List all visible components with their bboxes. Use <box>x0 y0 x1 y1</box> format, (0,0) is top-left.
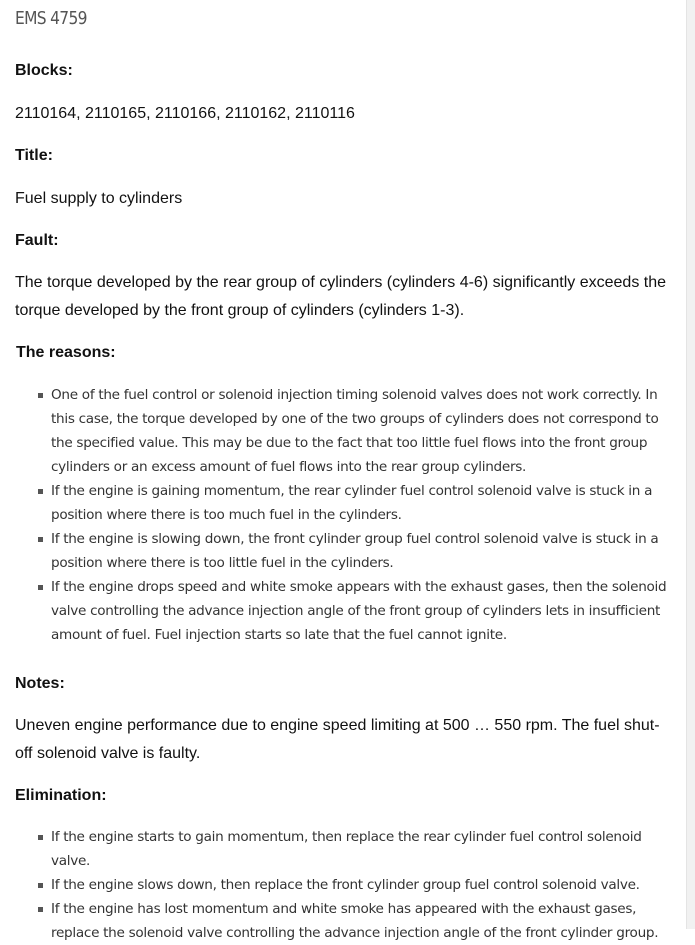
list-item <box>0 527 680 575</box>
notes-label: Notes: <box>15 675 65 692</box>
bullet-icon <box>38 393 43 398</box>
elimination-label: Elimination: <box>15 787 107 804</box>
list-item <box>0 575 680 647</box>
list-item-text: If the engine starts to gain momentum, then replace the rear cylinder fuel control solenoid valve. <box>51 829 642 869</box>
bullet-icon <box>38 907 43 912</box>
list-item <box>0 383 680 479</box>
title-value: Fuel supply to cylinders <box>15 190 183 207</box>
fault-label: Fault: <box>15 232 59 249</box>
blocks-value: 2110164, 2110165, 2110166, 2110162, 2110116 <box>15 105 355 122</box>
reasons-label: The reasons: <box>16 344 116 361</box>
list-item <box>0 897 680 945</box>
bullet-icon <box>38 489 43 494</box>
bullet-icon <box>38 585 43 590</box>
list-item-text: One of the fuel control or solenoid injection timing solenoid valves does not work correctly. In this case, the torque developed by one of the two groups of cylinders does not correspond to the specified value. This may be due to the fact that too little fuel flows into the front group cylinders or an excess amount of fuel flows into the rear group cylinders. <box>51 387 659 475</box>
bullet-icon <box>38 835 43 840</box>
vertical-scrollbar[interactable] <box>686 0 695 929</box>
list-item-text: If the engine is slowing down, the front cylinder group fuel control solenoid valve is stuck in a position where there is too little fuel in the cylinders. <box>51 531 659 571</box>
notes-value: Uneven engine performance due to engine speed limiting at 500 … 550 rpm. The fuel shut-off solenoid valve is faulty. <box>15 717 660 762</box>
reasons-list <box>0 383 680 647</box>
bullet-icon <box>38 537 43 542</box>
fault-value: The torque developed by the rear group of cylinders (cylinders 4-6) significantly exceeds the torque developed by the front group of cylinders (cylinders 1-3). <box>15 274 667 319</box>
elimination-list <box>0 825 680 945</box>
list-item-text: If the engine slows down, then replace the front cylinder group fuel control solenoid valve. <box>51 877 640 893</box>
title-label: Title: <box>15 147 53 164</box>
list-item <box>0 479 680 527</box>
list-item-text: If the engine drops speed and white smoke appears with the exhaust gases, then the solenoid valve controlling the advance injection angle of the front group of cylinders lets in insufficient amount of fuel. Fuel injection starts so late that the fuel cannot ignite. <box>51 579 667 643</box>
list-item-text: If the engine has lost momentum and white smoke has appeared with the exhaust gases, replace the solenoid valve controlling the advance injection angle of the front cylinder group. <box>51 901 659 941</box>
list-item <box>0 873 680 897</box>
bullet-icon <box>38 883 43 888</box>
page-title: EMS 4759 <box>15 8 87 29</box>
list-item-text: If the engine is gaining momentum, the rear cylinder fuel control solenoid valve is stuck in a position where there is too much fuel in the cylinders. <box>51 483 653 523</box>
list-item <box>0 825 680 873</box>
blocks-label: Blocks: <box>15 62 73 79</box>
